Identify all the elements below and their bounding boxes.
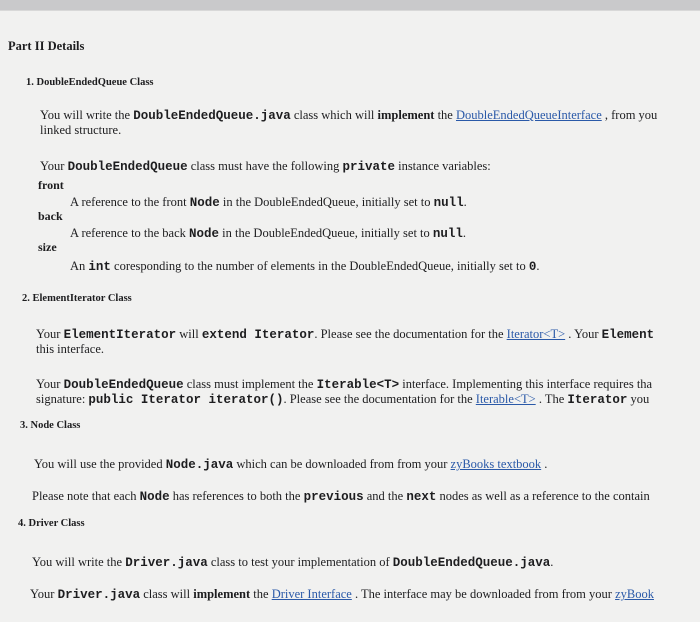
s1-paragraph-1-line-1 bbox=[40, 108, 657, 124]
code-text: DoubleEndedQueue bbox=[63, 378, 184, 392]
text: . Please see the documentation for the bbox=[283, 392, 476, 406]
text: nodes as well as a reference to the contain bbox=[436, 489, 650, 503]
text: An bbox=[70, 259, 89, 273]
back-label: back bbox=[38, 209, 63, 223]
s4-paragraph-2 bbox=[30, 587, 654, 603]
code-text: private bbox=[342, 160, 395, 174]
text: interface. Implementing this interface requires tha bbox=[399, 377, 653, 391]
code-text: DoubleEndedQueue.java bbox=[392, 556, 551, 570]
text: coresponding to the number of elements in the DoubleEndedQueue, initially set to bbox=[110, 259, 529, 273]
text: Please note that each bbox=[32, 489, 140, 503]
text: Your bbox=[36, 327, 64, 341]
text: class will bbox=[140, 587, 194, 601]
code-text: next bbox=[406, 490, 437, 504]
text: . Please see the documentation for the bbox=[314, 327, 507, 341]
code-text: extend Iterator bbox=[201, 328, 315, 342]
s2-paragraph-2-line-1 bbox=[36, 377, 652, 393]
section-3-heading: 3. Node Class bbox=[20, 420, 81, 431]
code-text: DoubleEndedQueue bbox=[67, 160, 188, 174]
text: you bbox=[627, 392, 650, 406]
front-description bbox=[70, 195, 467, 211]
text: will bbox=[176, 327, 202, 341]
code-text: Driver.java bbox=[57, 588, 141, 602]
text: Your bbox=[30, 587, 58, 601]
text: . Your bbox=[565, 327, 602, 341]
code-text: Node bbox=[139, 490, 170, 504]
text: in the DoubleEndedQueue, initially set to bbox=[219, 226, 433, 240]
text: . bbox=[541, 457, 548, 471]
double-ended-queue-interface-link[interactable]: DoubleEndedQueueInterface bbox=[455, 108, 602, 122]
code-text: null bbox=[433, 196, 464, 210]
text: class to test your implementation of bbox=[207, 555, 393, 569]
text: . bbox=[462, 226, 467, 240]
code-text: 0 bbox=[528, 260, 537, 274]
text: A reference to the back bbox=[70, 226, 190, 240]
text: . bbox=[536, 259, 540, 273]
iterable-doc-link[interactable]: Iterable<T> bbox=[475, 392, 536, 406]
text: class must implement the bbox=[183, 377, 317, 391]
s2-paragraph-1-line-2: this interface. bbox=[36, 342, 105, 356]
driver-interface-link[interactable]: Driver Interface bbox=[271, 587, 352, 601]
text: . The bbox=[535, 392, 568, 406]
text: . bbox=[463, 195, 467, 209]
code-text: int bbox=[88, 260, 111, 274]
code-text: Iterator bbox=[567, 393, 628, 407]
text: A reference to the front bbox=[70, 195, 190, 209]
text: class must have the following bbox=[187, 159, 343, 173]
text: and the bbox=[363, 489, 407, 503]
iterator-doc-link[interactable]: Iterator<T> bbox=[506, 327, 566, 341]
text: You will write the bbox=[40, 108, 134, 122]
code-text: null bbox=[432, 227, 463, 241]
s2-paragraph-1-line-1 bbox=[36, 327, 654, 343]
s3-paragraph-2 bbox=[32, 489, 650, 505]
text: which can be downloaded from from your bbox=[233, 457, 451, 471]
s1-paragraph-2 bbox=[40, 159, 491, 175]
text: instance variables: bbox=[394, 159, 491, 173]
bold-text: implement bbox=[193, 587, 251, 601]
zybook-link[interactable]: zyBook bbox=[615, 587, 654, 601]
code-text: Node bbox=[189, 227, 220, 241]
code-text: Node.java bbox=[165, 458, 234, 472]
text: You will write the bbox=[32, 555, 126, 569]
text: has references to both the bbox=[169, 489, 304, 503]
text: You will use the provided bbox=[34, 457, 166, 471]
text: the bbox=[250, 587, 272, 601]
text: signature: bbox=[36, 392, 89, 406]
text: in the DoubleEndedQueue, initially set to bbox=[219, 195, 434, 209]
code-text: Iterable<T> bbox=[316, 378, 400, 392]
s1-paragraph-1-line-2: linked structure. bbox=[40, 123, 122, 137]
front-label: front bbox=[38, 178, 64, 192]
code-text: DoubleEndedQueue.java bbox=[133, 109, 291, 123]
s2-paragraph-2-line-2 bbox=[36, 392, 649, 408]
section-1-heading: 1. DoubleEndedQueue Class bbox=[26, 77, 154, 88]
bold-text: implement bbox=[377, 108, 435, 122]
part-title: Part II Details bbox=[8, 39, 85, 53]
text: . bbox=[550, 555, 554, 569]
back-description bbox=[70, 226, 466, 242]
text: . The interface may be downloaded from from your bbox=[351, 587, 616, 601]
text: Your bbox=[36, 377, 64, 391]
size-description bbox=[70, 259, 540, 275]
text: class which will bbox=[290, 108, 378, 122]
code-text: Element bbox=[601, 328, 655, 342]
text: Your bbox=[40, 159, 68, 173]
code-text: previous bbox=[303, 490, 364, 504]
text: , from you bbox=[601, 108, 658, 122]
size-label: size bbox=[38, 240, 57, 254]
code-text: Node bbox=[189, 196, 220, 210]
text: the bbox=[434, 108, 456, 122]
zybooks-textbook-link[interactable]: zyBooks textbook bbox=[450, 457, 542, 471]
section-2-heading: 2. ElementIterator Class bbox=[22, 293, 132, 304]
code-text: Driver.java bbox=[125, 556, 208, 570]
document-page bbox=[0, 10, 700, 622]
section-4-heading: 4. Driver Class bbox=[18, 518, 85, 529]
s3-paragraph-1 bbox=[34, 457, 547, 473]
code-text: public Iterator iterator() bbox=[88, 393, 284, 407]
s4-paragraph-1 bbox=[32, 555, 553, 571]
code-text: ElementIterator bbox=[63, 328, 177, 342]
